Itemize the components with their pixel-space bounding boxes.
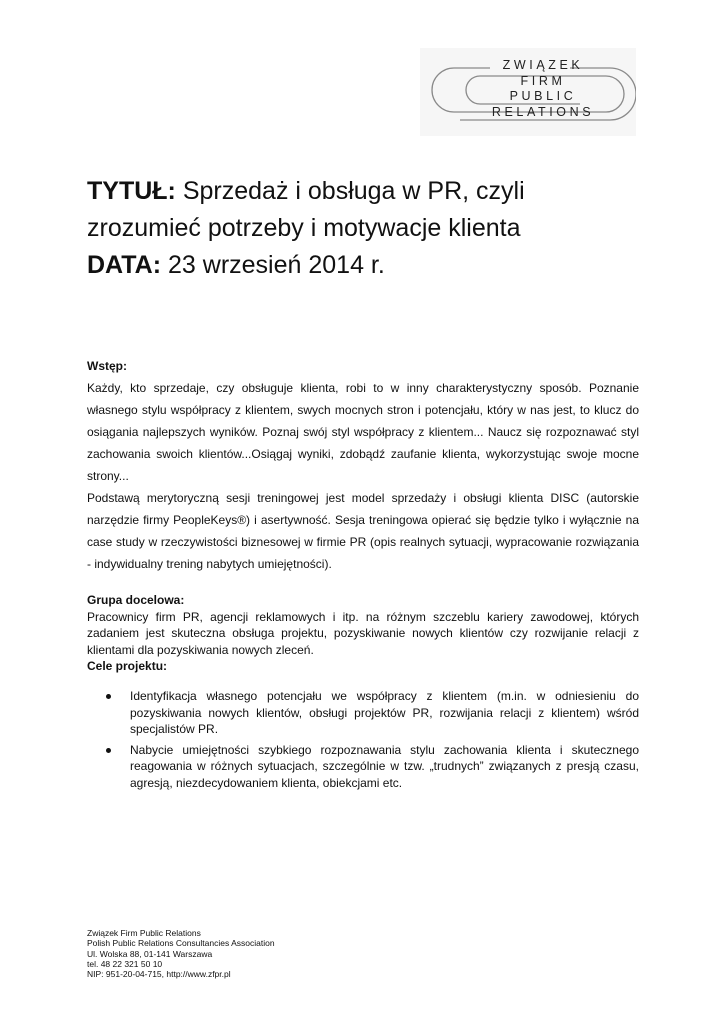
intro-paragraph-1: Każdy, kto sprzedaje, czy obsługuje klienta, robi to w inny charakterystyczny sposób. Poznanie własnego stylu współpracy z klientem, swych mocnych stron i potencjału, który w nas jest, to klucz do osiągania najlepszych wyników. Poznaj swój styl współpracy z klientem... Naucz się rozpoznawać styl zachowania swoich klientów...Osiągaj wyniki, zdobądź zaufanie klienta, wykorzystując swoje mocne strony...: [87, 381, 639, 483]
footer-line: tel. 48 22 321 50 10: [87, 958, 163, 969]
goals-list: [87, 688, 639, 795]
date-line: [87, 247, 647, 284]
list-item: [87, 688, 639, 738]
title-line-2: zrozumieć potrzeby i motywacje klienta: [87, 214, 521, 242]
date-value: 23 wrzesień 2014 r.: [168, 251, 385, 279]
intro-paragraph-2: Podstawą merytoryczną sesji treningowej jest model sprzedaży i obsługi klienta DISC (autorskie narzędzie firmy PeopleKeys®) i asertywność. Sesja treningowa opierać się będzie tylko i wyłącznie na case study w rzeczywistości biznesowej w firmie PR (opis realnych sytuacji, wypracowanie rozwiązania - indywidualny trening nabytych umiejętności).: [87, 491, 639, 571]
bullet-icon: [106, 748, 111, 753]
logo-wordmark: [448, 58, 638, 120]
goal-text: Identyfikacja własnego potencjału we współpracy z klientem (m.in. w odniesieniu do pozyskiwania nowych klientów, obsługi projektów PR, rozwijania relacji z klientem) wśród specjalistów PR.: [130, 689, 639, 736]
target-group-heading: Grupa docelowa:: [87, 593, 185, 607]
target-group-section: [87, 592, 639, 675]
title-line-1: [87, 173, 647, 210]
bullet-icon: [106, 694, 111, 699]
logo-line: PUBLIC: [509, 89, 577, 103]
footer-line: NIP: 951-20-04-715, http://www.zfpr.pl: [87, 969, 231, 980]
logo-line: RELATIONS: [491, 104, 595, 119]
logo-line: FIRM: [520, 73, 566, 88]
zfpr-logo: [420, 48, 636, 136]
footer-line: Związek Firm Public Relations: [87, 928, 201, 938]
goal-text: Nabycie umiejętności szybkiego rozpoznawania stylu zachowania klienta i skutecznego reagowania w różnych sytuacjach, szczególnie w tzw. „trudnych” związanych z presją czasu, agresją, niezdecydowaniem klienta, obiekcjami etc.: [130, 742, 639, 790]
footer-line: Polish Public Relations Consultancies Association: [87, 938, 275, 949]
title-text: Sprzedaż i obsługa w PR, czyli: [182, 177, 525, 205]
list-item: [87, 742, 639, 792]
date-label: DATA:: [87, 251, 162, 279]
footer-line: Ul. Wolska 88, 01-141 Warszawa: [87, 948, 213, 959]
document-title: [87, 173, 647, 284]
intro-heading: Wstęp:: [87, 359, 127, 373]
goals-heading: Cele projektu:: [87, 659, 168, 673]
logo-line: ZWIĄZEK: [502, 58, 584, 72]
title-label: TYTUŁ:: [87, 177, 176, 205]
target-group-text: Pracownicy firm PR, agencji reklamowych i itp. na różnym szczeblu kariery zawodowej, których zadaniem jest skuteczna obsługa projektu, pozyskiwanie nowych klientów czy rozwijanie relacji z klientami dla pozyskiwania nowych zleceń.: [87, 609, 639, 657]
intro-section: [87, 355, 639, 575]
footer-contact: [87, 928, 387, 979]
